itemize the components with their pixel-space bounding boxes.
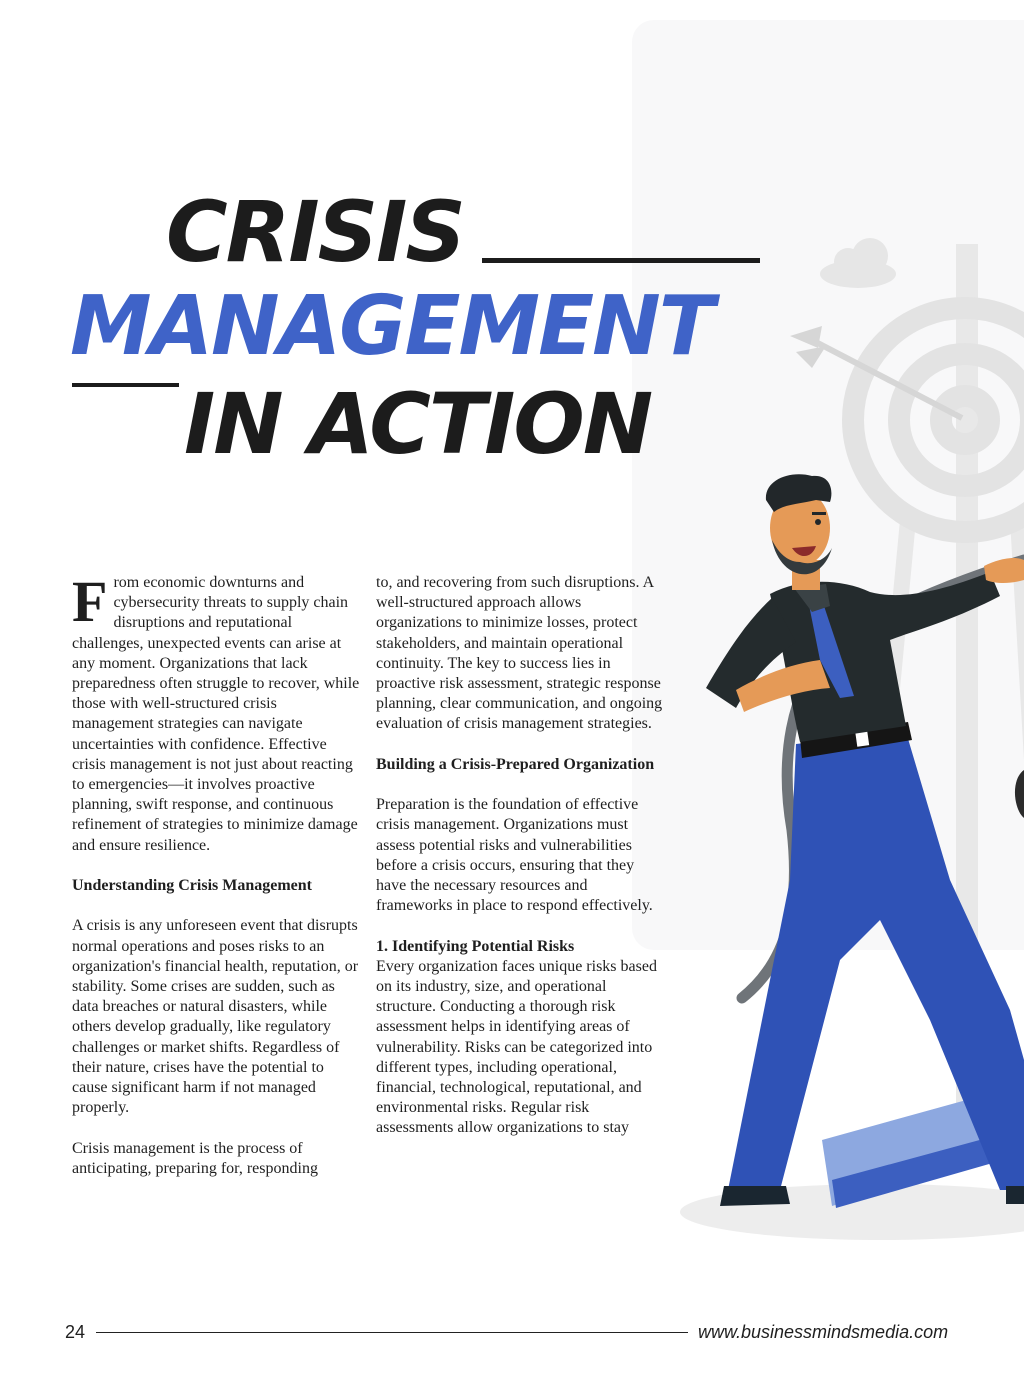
page-number: 24 <box>65 1322 86 1342</box>
rope-end-icon <box>1015 770 1024 818</box>
section-heading-understanding: Understanding Crisis Management <box>72 877 313 895</box>
title-rule-left <box>72 383 179 387</box>
article-column-1 <box>72 569 362 1199</box>
title-line-3: IN ACTION <box>184 375 652 473</box>
title-line-2: MANAGEMENT <box>70 279 713 374</box>
title-rule-right <box>482 258 760 263</box>
intro-text: rom economic downturns and cybersecurity threats to supply chain disruptions and reputational challenges, unexpected events can arise at any moment. Organizations that lack preparedness often struggle to recover, while those with well-structured crisis management strategies can navigate uncertainties with confidence. Effective crisis management is not just about reacting to emergencies—it involves proactive planning, swift response, and continuous refinement of strategies to minimize damage and ensure resilience. <box>72 574 360 854</box>
cloud-icon <box>820 238 896 288</box>
hand-right <box>984 558 1024 583</box>
paragraph-crisis-management: Crisis management is the process of anticipating, preparing for, responding <box>72 1139 318 1177</box>
section-heading-building: Building a Crisis-Prepared Organization <box>376 755 655 773</box>
paragraph-risks: Every organization faces unique risks based on its industry, size, and operational structure. Conducting a thorough risk assessment helps in identifying areas of vulnerability. Risks can be categorized into different types, including operational, financial, technological, reputational, and environmental risks. Regular risk assessments allow organizations to stay <box>376 957 657 1137</box>
head <box>766 474 832 574</box>
target-icon <box>853 308 1024 532</box>
title-line-1: CRISIS <box>166 183 464 281</box>
article-column-2 <box>376 573 666 1159</box>
footer-website-link[interactable]: www.businessmindsmedia.com <box>698 1322 949 1342</box>
subheading-identifying-risks: 1. Identifying Potential Risks <box>376 937 575 955</box>
drop-cap: F <box>72 569 108 634</box>
paragraph-continued: to, and recovering from such disruptions. A well-structured approach allows organizations to minimize losses, protect stakeholders, and maintain operational continuity. The key to success lies in proactive risk assessment, strategic response planning, clear communication, and ongoing evaluation of crisis management strategies. <box>376 574 663 733</box>
footer-rule <box>96 1332 688 1333</box>
paragraph-preparation: Preparation is the foundation of effective crisis management. Organizations must assess potential risks and vulnerabilities before a crisis occurs, ensuring that they have the necessary resources and frameworks in place to respond effectively. <box>376 796 653 915</box>
paragraph-crisis-definition: A crisis is any unforeseen event that disrupts normal operations and poses risks to an organization's financial health, reputation, or stability. Some crises are sudden, such as data breaches or natural disasters, while others develop gradually, like regulatory challenges or market shifts. Regardless of their nature, crises have the potential to cause significant harm if not managed properly. <box>72 917 359 1117</box>
intro-paragraph <box>72 569 362 856</box>
